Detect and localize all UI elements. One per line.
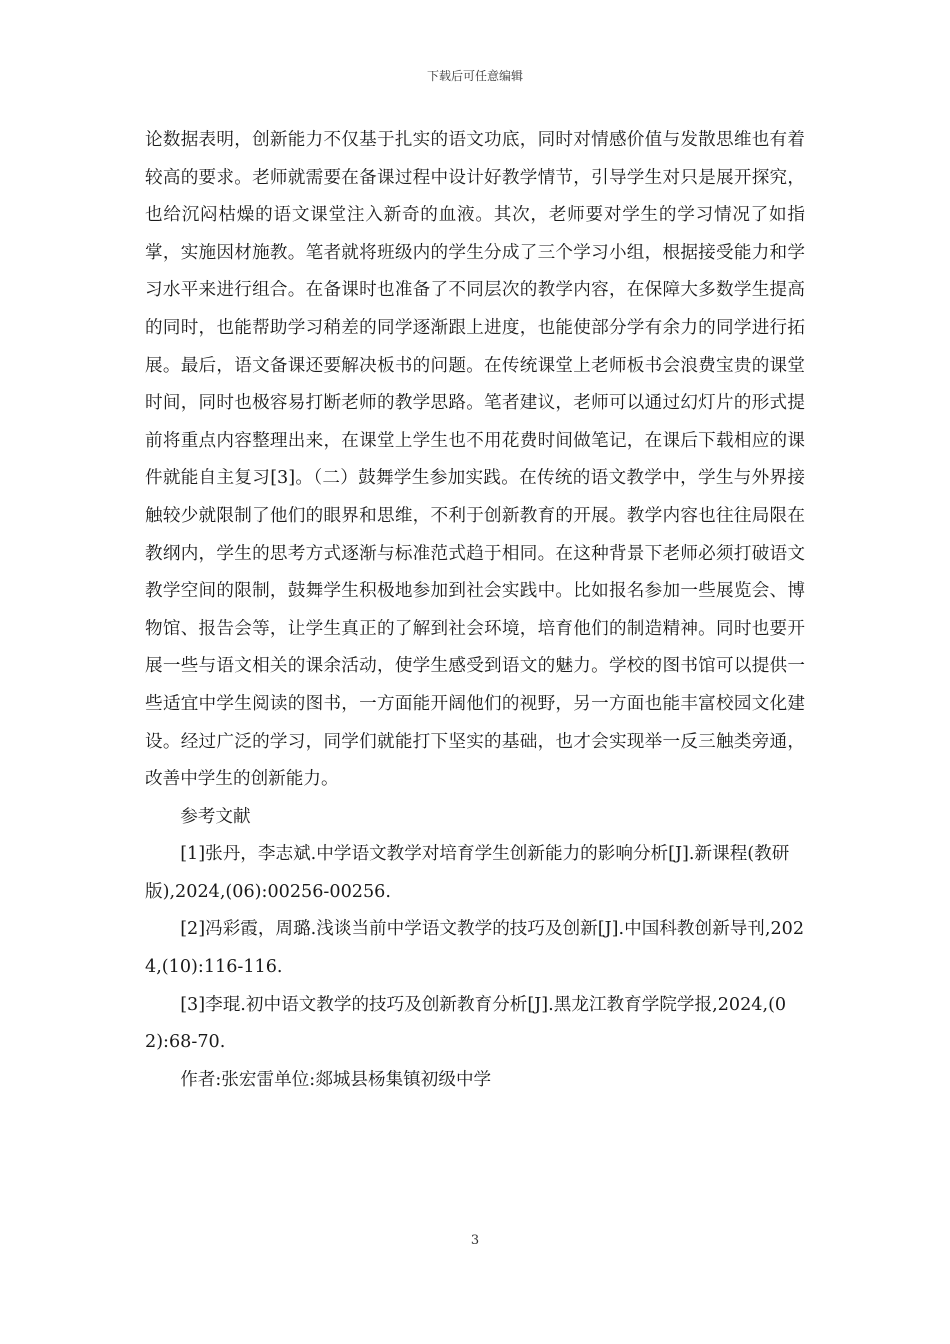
reference-item-3: [3]李琨.初中语文教学的技巧及创新教育分析[J].黑龙江教育学院学报,2024,(02):68-70. [145, 994, 787, 1053]
author-affiliation: 作者:张宏雷单位:郯城县杨集镇初级中学 [180, 1069, 492, 1090]
page-number: 3 [470, 1233, 480, 1248]
reference-item-2: [2]冯彩霞，周璐.浅谈当前中学语文教学的技巧及创新[J].中国科教创新导刊,2024,(10):116-116. [145, 919, 805, 978]
references-title: 参考文献 [180, 806, 251, 827]
body-paragraph: 论数据表明，创新能力不仅基于扎实的语文功底，同时对情感价值与发散思维也有着较高的要求。老师就需要在备课过程中设计好教学情节，引导学生对只是展开探究，也给沉闷枯燥的语文课堂注入新奇的血液。其次，老师要对学生的学习情况了如指掌，实施因材施教。笔者就将班级内的学生分成了三个学习小组，根据接受能力和学习水平来进行组合。在备课时也准备了不同层次的教学内容，在保障大多数学生提高的同时，也能帮助学习稍差的同学逐渐跟上进度，也能使部分学有余力的同学进行拓展。最后，语文备课还要解决板书的问题。在传统课堂上老师板书会浪费宝贵的课堂时间，同时也极容易打断老师的教学思路。笔者建议，老师可以通过幻灯片的形式提前将重点内容整理出来，在课堂上学生也不用花费时间做笔记，在课后下载相应的课件就能自主复习[3]。（二）鼓舞学生参加实践。在传统的语文教学中，学生与外界接触较少就限制了他们的眼界和思维，不利于创新教育的开展。教学内容也往往局限在教纲内，学生的思考方式逐渐与标准范式趋于相同。在这种背景下老师必须打破语文教学空间的限制，鼓舞学生积极地参加到社会实践中。比如报名参加一些展览会、博物馆、报告会等，让学生真正的了解到社会环境，培育他们的制造精神。同时也要开展一些与语文相关的课余活动，使学生感受到语文的魅力。学校的图书馆可以提供一些适宜中学生阅读的图书，一方面能开阔他们的视野，另一方面也能丰富校园文化建设。经过广泛的学习，同学们就能打下坚实的基础，也才会实现举一反三触类旁通，改善中学生的创新能力。 [145, 130, 805, 790]
reference-item-1: [1]张丹，李志斌.中学语文教学对培育学生创新能力的影响分析[J].新课程(教研版),2024,(06):00256-00256. [145, 844, 790, 902]
document-body [145, 122, 805, 1099]
page-header: 下载后可任意编辑 [426, 69, 523, 83]
